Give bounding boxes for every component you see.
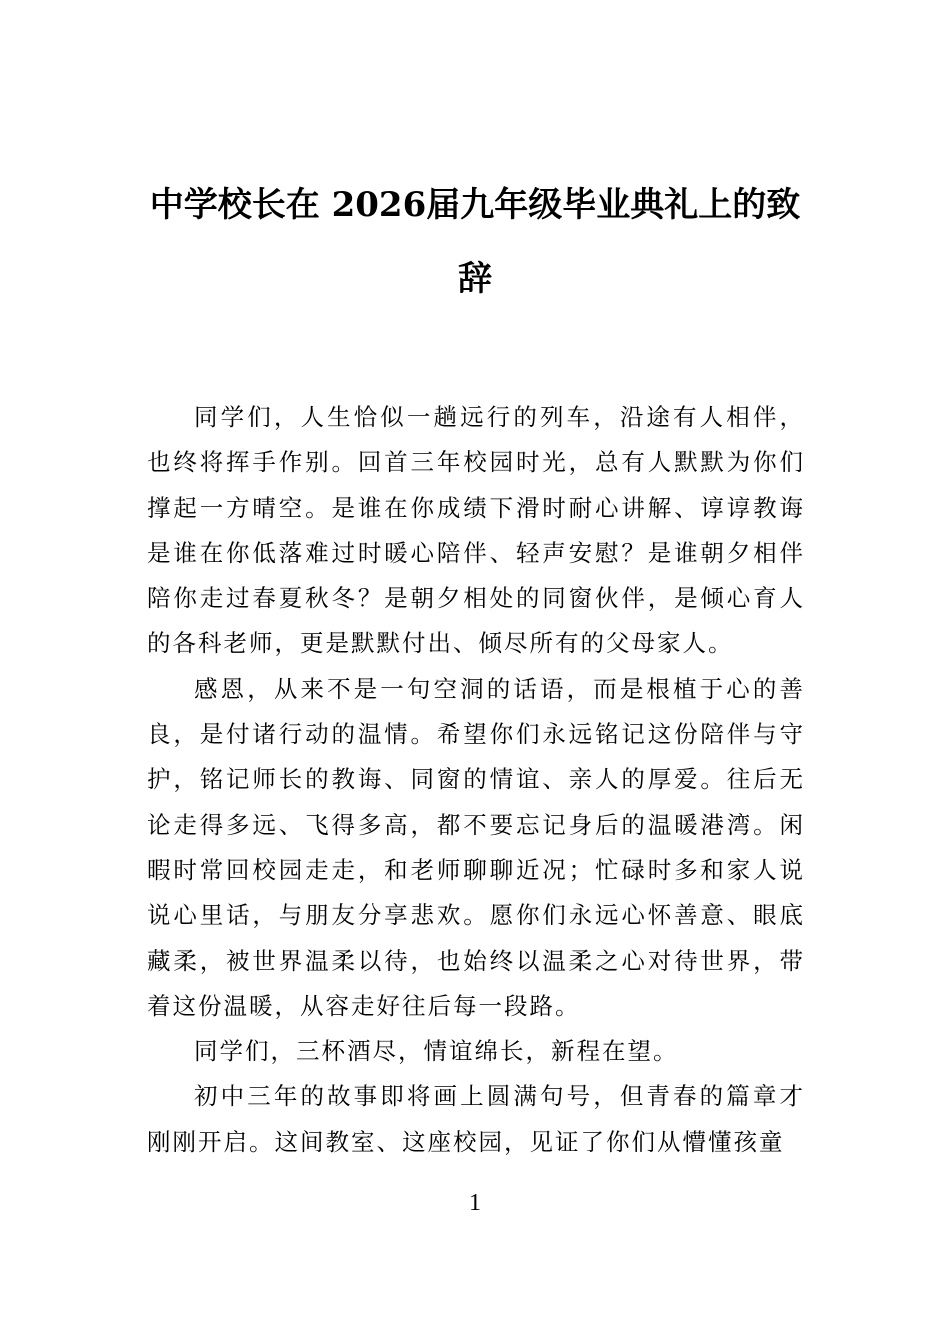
document-title: 中学校长在 2026届九年级毕业典礼上的致辞 [149,185,801,299]
paragraph: 初中三年的故事即将画上圆满句号，但青春的篇章才刚刚开启。这间教室、这座校园，见证了你们从懵懂孩童 [147,1082,805,1156]
paragraph: 同学们，人生恰似一趟远行的列车，沿途有人相伴，也终将挥手作别。回首三年校园时光，总有人默默为你们撑起一方晴空。是谁在你成绩下滑时耐心讲解、谆谆教诲是谁在你低落难过时暖心陪伴、轻声安慰？是谁朝夕相伴陪你走过春夏秋冬？是朝夕相处的同窗伙伴，是倾心育人的各科老师，更是默默付出、倾尽所有的父母家人。 [147,403,805,658]
page-number: 1 [469,1190,481,1216]
paragraph: 感恩，从来不是一句空洞的话语，而是根植于心的善良，是付诸行动的温情。希望你们永远铭记这份陪伴与守护，铭记师长的教诲、同窗的情谊、亲人的厚爱。往后无论走得多远、飞得多高，都不要忘记身后的温暖港湾。闲暇时常回校园走走，和老师聊聊近况；忙碌时多和家人说说心里话，与朋友分享悲欢。愿你们永远心怀善意、眼底藏柔，被世界温柔以待，也始终以温柔之心对待世界，带着这份温暖，从容走好往后每一段路。 [147,674,805,1020]
document-body [147,395,805,1165]
paragraph: 同学们，三杯酒尽，情谊绵长，新程在望。 [194,1037,679,1066]
